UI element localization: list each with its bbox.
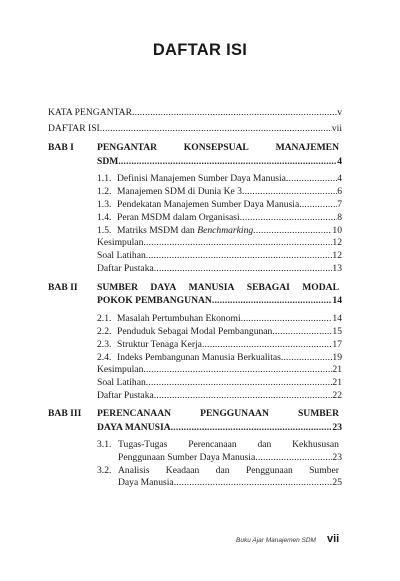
toc-entry-3-1-line1: 3.1. (97, 439, 112, 450)
toc-entry-chapter-3[interactable]: DAYA MANUSIA ..... 23 (97, 422, 342, 434)
chapter-title-line: PERENCANAAN PENGGUNAAN SUMBER (97, 408, 339, 419)
toc-entry-daftar-pustaka[interactable]: Daftar Pustaka ..... 22 (97, 390, 342, 402)
chapter-code: BAB III (48, 408, 82, 419)
toc-entry-3-1[interactable]: Penggunaan Sumber Daya Manusia ..... 23 (118, 452, 342, 464)
chapter-code: BAB II (48, 282, 78, 293)
chapter-title-line: SUMBER DAYA MANUSIA SEBAGAI MODAL (97, 282, 339, 293)
toc-entry-daftar-isi[interactable] (48, 123, 342, 135)
toc-entry-kesimpulan[interactable]: Kesimpulan ..... 21 (97, 364, 342, 376)
footer-page-number: vii (327, 533, 340, 545)
toc-entry-2-3[interactable]: 2.3. Struktur Tenaga Kerja ..... 17 (97, 339, 342, 351)
toc-entry-soal-latihan[interactable]: Soal Latihan ..... 21 (97, 377, 342, 389)
toc-entry-page: v (337, 107, 342, 118)
toc-entry-2-1[interactable]: 2.1. Masalah Pertumbuhan Ekonomi ..... 14 (97, 313, 342, 325)
toc-entry-label: KATA PENGANTAR (48, 107, 133, 118)
toc-entry-daftar-pustaka[interactable]: Daftar Pustaka ..... 13 (97, 263, 342, 275)
footer-book-title: Buku Ajar Manajemen SDM (236, 537, 316, 544)
toc-entry-3-2-line1: 3.2. (97, 465, 112, 476)
page-title: DAFTAR ISI (152, 41, 248, 59)
toc-entry-3-2-words: Analisis Keadaan dan Penggunaan Sumber (118, 465, 339, 476)
toc-entry-chapter-2[interactable]: POKOK PEMBANGUNAN ..... 14 (97, 295, 342, 307)
toc-entry-1-1[interactable]: 1.1. Definisi Manajemen Sumber Daya Manusia ..... 4 (97, 173, 342, 185)
toc-entry-chapter-1[interactable]: SDM ..... 4 (97, 156, 342, 168)
chapter-title-line: PENGANTAR KONSEPSUAL MANAJEMEN (97, 142, 339, 153)
toc-entry-3-2[interactable]: Daya Manusia ..... 25 (118, 477, 342, 489)
toc-entry-3-1-words: Tugas-Tugas Perencanaan dan Kekhususan (118, 439, 339, 450)
toc-entry-1-3[interactable]: 1.3. Pendekatan Manajemen Sumber Daya Manusia ..... 7 (97, 199, 342, 211)
toc-entry-label: DAFTAR ISI (48, 123, 100, 134)
toc-entry-2-4[interactable]: 2.4. Indeks Pembangunan Manusia Berkualitas ..... 19 (97, 352, 342, 364)
toc-entry-1-2[interactable]: 1.2. Manajemen SDM di Dunia Ke 3 ..... 6 (97, 186, 342, 198)
toc-entry-kesimpulan[interactable]: Kesimpulan ..... 12 (97, 237, 342, 249)
toc-entry-1-5[interactable]: 1.5. Matriks MSDM dan Benchmarking ..... 10 (97, 225, 342, 237)
toc-entry-page: vii (331, 123, 342, 134)
toc-entry-soal-latihan[interactable]: Soal Latihan ..... 12 (97, 250, 342, 262)
chapter-code: BAB I (48, 142, 74, 153)
toc-entry-2-2[interactable]: 2.2. Penduduk Sebagai Modal Pembangunan ..... 15 (97, 326, 342, 338)
toc-entry-kata-pengantar[interactable] (48, 107, 342, 119)
toc-entry-1-4[interactable]: 1.4. Peran MSDM dalam Organisasi ..... 8 (97, 212, 342, 224)
